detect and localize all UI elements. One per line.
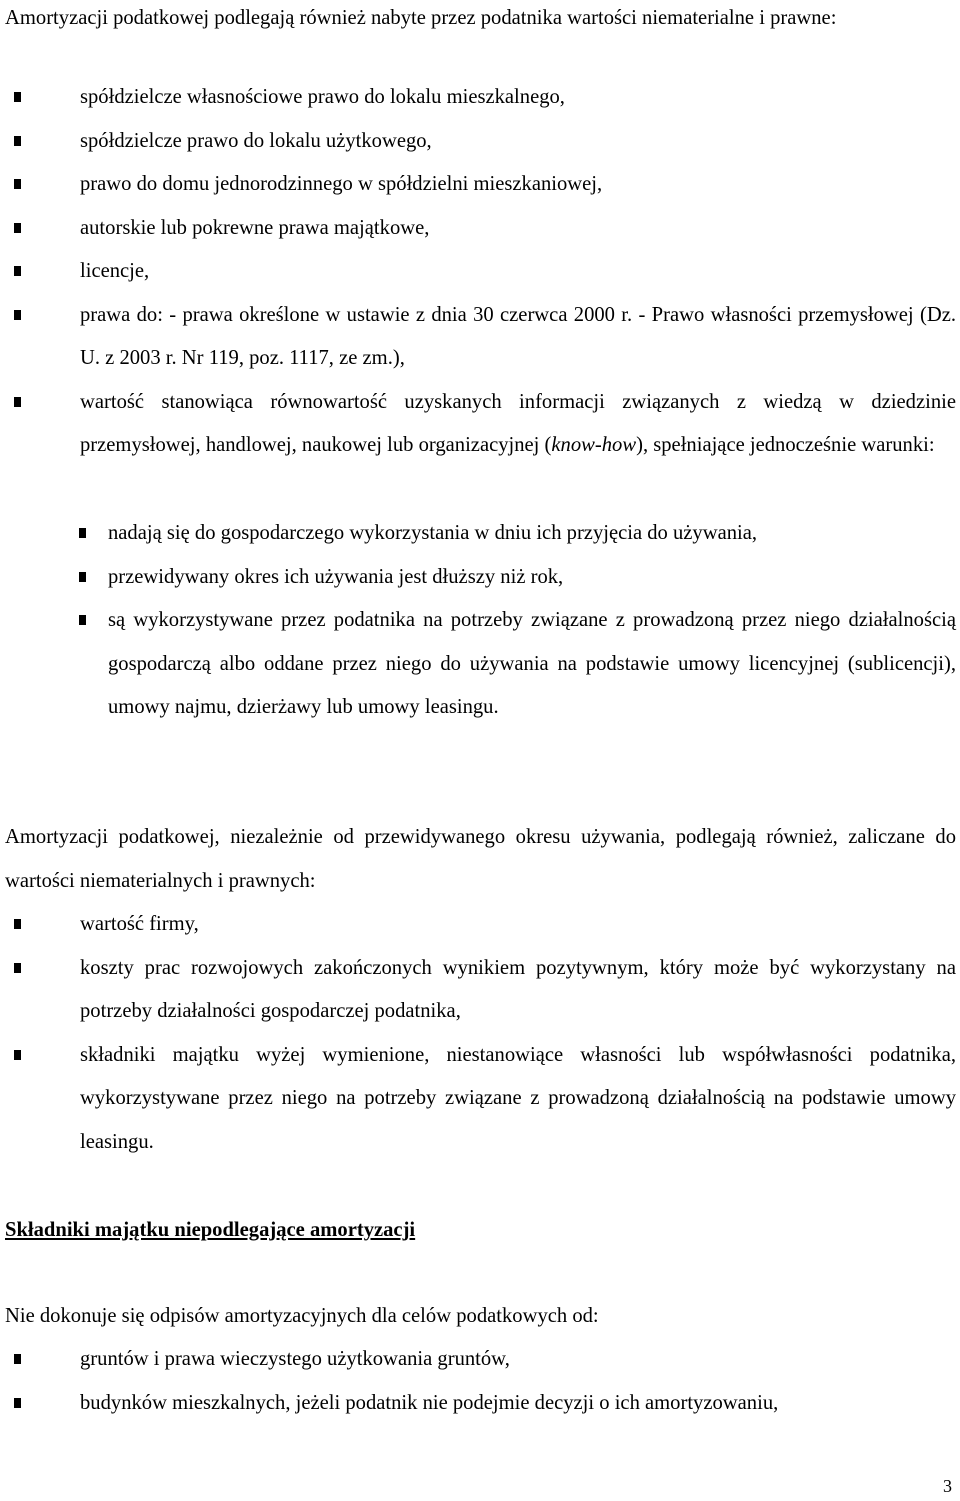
square-bullet-icon	[79, 615, 86, 625]
know-how-term: know-how	[551, 434, 637, 456]
list-item	[80, 1382, 956, 1426]
square-bullet-icon	[79, 528, 86, 538]
list-item-text: koszty prac rozwojowych zakończonych wynikiem pozytywnym, który może być wykorzystany na potrzeby działalności gospodarczej podatnika,	[80, 956, 956, 1022]
list-item	[80, 947, 956, 1034]
list-item-text: gruntów i prawa wieczystego użytkowania gruntów,	[80, 1348, 510, 1370]
square-bullet-icon	[79, 572, 86, 582]
list-item	[80, 294, 956, 381]
page-number: 3	[943, 1476, 952, 1496]
list-item-text: autorskie lub pokrewne prawa majątkowe,	[80, 216, 430, 239]
list-item	[108, 556, 956, 600]
square-bullet-icon	[14, 92, 21, 102]
list-item	[80, 120, 956, 164]
second-paragraph: Amortyzacji podatkowej, niezależnie od przewidywanego okresu używania, podlegają również, zaliczane do wartości niematerialnych i prawnych:	[5, 826, 956, 892]
square-bullet-icon	[14, 919, 21, 929]
list-item-text: składniki majątku wyżej wymienione, niestanowiące własności lub współwłasności podatnika, wykorzystywane przez niego na potrzeby związane z prowadzoną działalnością na podstawie umowy leasingu.	[80, 1043, 956, 1153]
square-bullet-icon	[14, 310, 21, 320]
square-bullet-icon	[14, 1050, 21, 1060]
square-bullet-icon	[14, 1354, 21, 1364]
list-item	[80, 1338, 956, 1382]
square-bullet-icon	[14, 136, 21, 146]
list-item-text: prawa do: - prawa określone w ustawie z dnia 30 czerwca 2000 r. - Prawo własności przemysłowej (Dz. U. z 2003 r. Nr 119, poz. 1117, ze zm.),	[80, 303, 956, 369]
list-item-text: przewidywany okres ich używania jest dłuższy niż rok,	[108, 565, 564, 588]
square-bullet-icon	[14, 179, 21, 189]
list-item-text: wartość firmy,	[80, 913, 199, 935]
list-item-text: spółdzielcze własnościowe prawo do lokalu mieszkalnego,	[80, 86, 565, 108]
list-item-text: budynków mieszkalnych, jeżeli podatnik nie podejmie decyzji o ich amortyzowaniu,	[80, 1391, 779, 1414]
square-bullet-icon	[14, 1398, 21, 1408]
know-how-conditions-list	[108, 512, 956, 730]
additional-assets-list	[80, 903, 956, 1164]
list-item	[80, 207, 956, 251]
square-bullet-icon	[14, 963, 21, 973]
square-bullet-icon	[14, 223, 21, 233]
list-item-text: są wykorzystywane przez podatnika na potrzeby związane z prowadzoną przez niego działalnością gospodarczą albo oddane przez niego do używania na podstawie umowy licencyjnej (sublicencji), umowy najmu, dzierżawy lub umowy leasingu.	[108, 609, 956, 718]
know-how-text-end: ), spełniające jednocześnie warunki:	[636, 434, 935, 456]
list-item-text: prawo do domu jednorodzinnego w spółdzielni mieszkaniowej,	[80, 173, 603, 195]
list-item-text: licencje,	[80, 260, 150, 282]
list-item	[108, 599, 956, 730]
list-item	[80, 163, 956, 207]
know-how-text-start: wartość stanowiąca równowartość uzyskanych informacji związanych z wiedzą w dziedzinie przemysłowej, handlowej, naukowej lub organizacyjnej (	[80, 390, 956, 456]
list-item	[80, 1034, 956, 1165]
list-item	[80, 250, 956, 294]
intangible-assets-list	[80, 76, 956, 468]
non-depreciable-list	[80, 1338, 956, 1425]
list-item	[80, 903, 956, 947]
list-item-know-how	[80, 381, 956, 468]
square-bullet-icon	[14, 397, 21, 407]
intro-paragraph: Amortyzacji podatkowej podlegają również nabyte przez podatnika wartości niematerialne i prawne:	[5, 7, 837, 29]
third-paragraph: Nie dokonuje się odpisów amortyzacyjnych dla celów podatkowych od:	[5, 1305, 599, 1327]
square-bullet-icon	[14, 266, 21, 276]
list-item-text: nadają się do gospodarczego wykorzystania w dniu ich przyjęcia do używania,	[108, 522, 758, 544]
list-item-text: spółdzielcze prawo do lokalu użytkowego,	[80, 129, 432, 152]
list-item	[108, 512, 956, 556]
list-item	[80, 76, 956, 120]
section-heading: Składniki majątku niepodlegające amortyzacji	[5, 1219, 416, 1241]
